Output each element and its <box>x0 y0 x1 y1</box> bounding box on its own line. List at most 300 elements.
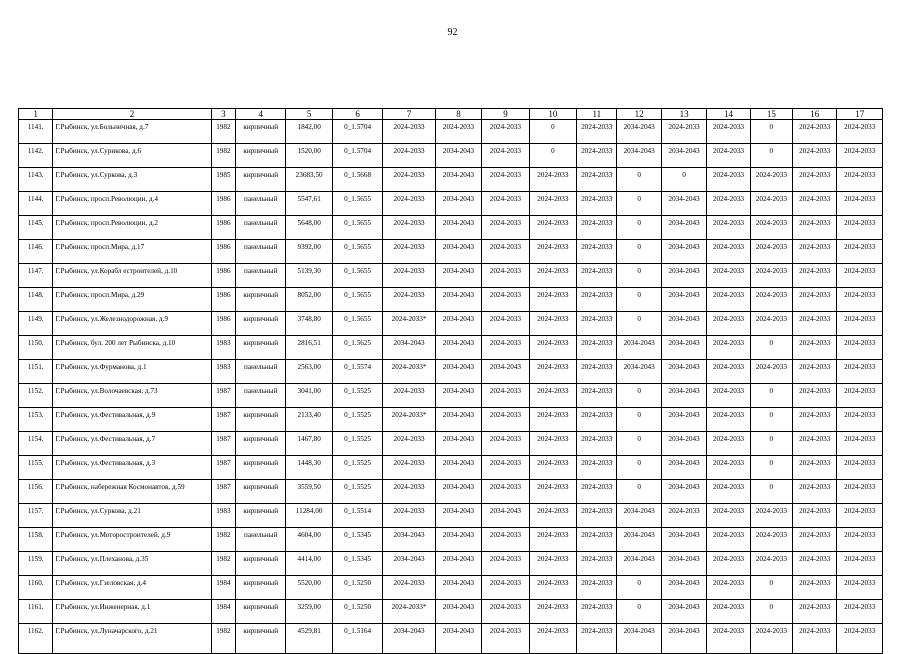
table-cell: 2024-2033 <box>577 408 617 432</box>
table-cell: кирпичный <box>235 336 285 360</box>
table-cell: 2024-2033 <box>793 336 837 360</box>
table-cell: 2024-2033 <box>837 624 883 654</box>
table-cell: 2024-2033 <box>577 312 617 336</box>
table-cell: панельный <box>235 264 285 288</box>
address-cell: Г.Рыбинск, бул. 200 лет Рыбинска, д.10 <box>53 336 211 360</box>
table-cell: 2024-2033 <box>482 432 529 456</box>
table-cell: 2034-2043 <box>383 552 435 576</box>
table-cell: 0_1.5525 <box>332 456 382 480</box>
table-cell: 2024-2033 <box>661 504 706 528</box>
table-cell: 1983 <box>211 360 235 384</box>
table-cell: 1986 <box>211 192 235 216</box>
table-cell: 2024-2033 <box>482 408 529 432</box>
address-cell: Г.Рыбинск, ул.Фурманова, д.1 <box>53 360 211 384</box>
table-cell: 2024-2033 <box>482 528 529 552</box>
table-cell: 2024-2033 <box>482 312 529 336</box>
table-row <box>19 120 883 144</box>
table-cell: 0 <box>617 408 661 432</box>
address-cell: Г.Рыбинск, ул.Сурикова, д.6 <box>53 144 211 168</box>
address-cell: Г.Рыбинск, ул.Фестивальная, д.9 <box>53 408 211 432</box>
table-row <box>19 504 883 528</box>
table-row <box>19 480 883 504</box>
table-cell: 2024-2033 <box>383 432 435 456</box>
table-cell: 0 <box>617 600 661 624</box>
table-row <box>19 240 883 264</box>
table-cell: 2024-2033 <box>793 240 837 264</box>
address-cell: Г.Рыбинск, ул.Плеханова, д.35 <box>53 552 211 576</box>
table-cell: 2024-2033 <box>577 144 617 168</box>
table-cell: 2024-2033 <box>383 144 435 168</box>
table-cell: 2034-2043 <box>435 384 481 408</box>
table-cell: 2024-2033 <box>577 432 617 456</box>
table-cell: 2024-2033* <box>383 312 435 336</box>
table-cell: 2034-2043 <box>482 360 529 384</box>
table-cell: 2024-2033 <box>707 552 750 576</box>
table-cell: 2024-2033 <box>529 552 576 576</box>
table-cell: 2024-2033 <box>707 312 750 336</box>
table-cell: 0_1.5164 <box>332 624 382 654</box>
row-number-cell: 1154. <box>19 432 53 456</box>
row-number-cell: 1150. <box>19 336 53 360</box>
row-number-cell: 1141. <box>19 120 53 144</box>
table-cell: 2024-2033 <box>793 552 837 576</box>
row-number-cell: 1143. <box>19 168 53 192</box>
table-cell: 0 <box>750 144 792 168</box>
table-cell: 2024-2033 <box>482 216 529 240</box>
table-header-row <box>19 109 883 120</box>
table-cell: 2024-2033 <box>529 384 576 408</box>
table-cell: 2034-2043 <box>482 504 529 528</box>
table-cell: 2024-2033 <box>750 264 792 288</box>
table-cell: 2024-2033 <box>837 288 883 312</box>
table-row <box>19 576 883 600</box>
table-cell: кирпичный <box>235 600 285 624</box>
table-cell: 2024-2033 <box>707 120 750 144</box>
table-cell: 2034-2043 <box>617 120 661 144</box>
table-cell: 2034-2043 <box>383 336 435 360</box>
table-cell: 2024-2033 <box>793 264 837 288</box>
table-cell: 2024-2033 <box>750 312 792 336</box>
column-header-13: 13 <box>661 109 706 120</box>
table-cell: 2024-2033 <box>529 408 576 432</box>
table-cell: 0 <box>617 384 661 408</box>
table-cell: кирпичный <box>235 288 285 312</box>
table-cell: кирпичный <box>235 480 285 504</box>
table-cell: 2024-2033 <box>707 264 750 288</box>
table-cell: 2024-2033 <box>750 168 792 192</box>
table-cell: 2024-2033 <box>837 216 883 240</box>
table-cell: 2024-2033 <box>750 216 792 240</box>
column-header-12: 12 <box>617 109 661 120</box>
table-cell: 2024-2033 <box>707 504 750 528</box>
row-number-cell: 1142. <box>19 144 53 168</box>
table-cell: 2024-2033 <box>529 504 576 528</box>
table-cell: 2024-2033 <box>707 216 750 240</box>
table-cell: 4414,00 <box>286 552 332 576</box>
table-row <box>19 168 883 192</box>
table-cell: 2024-2033 <box>793 168 837 192</box>
table-cell: 0 <box>750 576 792 600</box>
table-cell: 2034-2043 <box>435 360 481 384</box>
table-cell: 2034-2043 <box>661 480 706 504</box>
table-cell: 0 <box>617 264 661 288</box>
table-cell: 2034-2043 <box>661 144 706 168</box>
table-cell: 1467,80 <box>286 432 332 456</box>
table-cell: 4604,00 <box>286 528 332 552</box>
table-cell: 2034-2043 <box>661 264 706 288</box>
table-cell: 2024-2033 <box>750 624 792 654</box>
table-cell: 2024-2033 <box>837 144 883 168</box>
table-cell: 2024-2033 <box>577 216 617 240</box>
table-cell: 3559,50 <box>286 480 332 504</box>
table-cell: 2024-2033 <box>529 576 576 600</box>
table-cell: 2024-2033 <box>529 360 576 384</box>
address-cell: Г.Рыбинск, ул.Больничная, д.7 <box>53 120 211 144</box>
table-cell: 2024-2033 <box>793 288 837 312</box>
table-cell: 2034-2043 <box>617 624 661 654</box>
table-row <box>19 408 883 432</box>
table-cell: 2034-2043 <box>435 240 481 264</box>
table-cell: 2024-2033 <box>837 456 883 480</box>
row-number-cell: 1153. <box>19 408 53 432</box>
table-cell: 2024-2033 <box>750 528 792 552</box>
table-cell: 2024-2033 <box>707 336 750 360</box>
address-cell: Г.Рыбинск, просп.Революции, д.2 <box>53 216 211 240</box>
table-cell: 5520,00 <box>286 576 332 600</box>
address-cell: Г.Рыбинск, ул.Корабл естроителей, д.10 <box>53 264 211 288</box>
table-cell: 0 <box>617 432 661 456</box>
table-cell: 1986 <box>211 240 235 264</box>
table-cell: 5648,00 <box>286 216 332 240</box>
column-header-8: 8 <box>435 109 481 120</box>
table-row <box>19 552 883 576</box>
table-cell: 2024-2033 <box>383 480 435 504</box>
table-cell: 2024-2033* <box>383 600 435 624</box>
table-cell: 2024-2033 <box>707 480 750 504</box>
table-cell: 0 <box>617 456 661 480</box>
table-cell: 2034-2043 <box>435 600 481 624</box>
table-cell: 2024-2033 <box>837 600 883 624</box>
table-cell: 2034-2043 <box>661 600 706 624</box>
table-cell: 2024-2033 <box>577 168 617 192</box>
address-cell: Г.Рыбинск, просп.Революции, д.4 <box>53 192 211 216</box>
table-row <box>19 336 883 360</box>
table-cell: 2024-2033 <box>529 432 576 456</box>
table-cell: 23683,50 <box>286 168 332 192</box>
table-cell: 2024-2033 <box>707 624 750 654</box>
table-cell: 2034-2043 <box>435 312 481 336</box>
table-cell: 2024-2033 <box>837 384 883 408</box>
table-cell: 2024-2033 <box>793 192 837 216</box>
table-cell: панельный <box>235 216 285 240</box>
page-number: 92 <box>447 27 458 38</box>
table-cell: 2034-2043 <box>435 480 481 504</box>
table-cell: 2034-2043 <box>435 408 481 432</box>
table-cell: 2024-2033 <box>750 360 792 384</box>
table-cell: 0_1.5668 <box>332 168 382 192</box>
row-number-cell: 1155. <box>19 456 53 480</box>
table-cell: 2034-2043 <box>661 552 706 576</box>
table-cell: 0 <box>750 336 792 360</box>
table-cell: 2024-2033 <box>577 576 617 600</box>
table-cell: 2024-2033 <box>793 384 837 408</box>
table-cell: 2024-2033 <box>482 120 529 144</box>
table-cell: 0_1.5525 <box>332 408 382 432</box>
table-cell: 2024-2033 <box>383 120 435 144</box>
table-cell: 2024-2033 <box>750 504 792 528</box>
table-cell: 2034-2043 <box>661 240 706 264</box>
table-cell: кирпичный <box>235 504 285 528</box>
table-cell: 2024-2033 <box>482 144 529 168</box>
table-cell: 2024-2033 <box>793 504 837 528</box>
table-cell: 5139,30 <box>286 264 332 288</box>
table-cell: 2024-2033 <box>837 264 883 288</box>
table-cell: панельный <box>235 528 285 552</box>
table-cell: 2024-2033 <box>577 192 617 216</box>
row-number-cell: 1156. <box>19 480 53 504</box>
column-header-6: 6 <box>332 109 382 120</box>
table-cell: 2024-2033 <box>577 528 617 552</box>
table-cell: 2024-2033 <box>482 240 529 264</box>
row-number-cell: 1159. <box>19 552 53 576</box>
address-cell: Г.Рыбинск, набережная Космонавтов, д.59 <box>53 480 211 504</box>
table-cell: 2024-2033 <box>383 192 435 216</box>
table-cell: 0 <box>617 576 661 600</box>
table-cell: 2024-2033 <box>750 192 792 216</box>
table-cell: 2034-2043 <box>435 576 481 600</box>
table-cell: 2133,40 <box>286 408 332 432</box>
table-cell: 2024-2033 <box>793 144 837 168</box>
table-cell: 1982 <box>211 120 235 144</box>
address-cell: Г.Рыбинск, ул.Фестивальная, д.7 <box>53 432 211 456</box>
table-cell: 1448,30 <box>286 456 332 480</box>
row-number-cell: 1146. <box>19 240 53 264</box>
column-header-9: 9 <box>482 109 529 120</box>
table-cell: 2024-2033 <box>529 480 576 504</box>
table-cell: 2024-2033 <box>482 384 529 408</box>
table-cell: 2034-2043 <box>617 360 661 384</box>
table-cell: 2024-2033 <box>837 360 883 384</box>
table-cell: 2034-2043 <box>661 576 706 600</box>
table-cell: 2024-2033 <box>577 264 617 288</box>
table-cell: 2024-2033 <box>577 120 617 144</box>
table-cell: 2024-2033 <box>707 528 750 552</box>
table-cell: 2034-2043 <box>435 432 481 456</box>
table-cell: 1984 <box>211 600 235 624</box>
table-cell: 0_1.5655 <box>332 312 382 336</box>
table-cell: 2024-2033 <box>529 168 576 192</box>
table-cell: 0_1.5704 <box>332 144 382 168</box>
column-header-16: 16 <box>793 109 837 120</box>
table-cell: 2034-2043 <box>383 528 435 552</box>
table-cell: 1842,00 <box>286 120 332 144</box>
table-cell: 2024-2033 <box>837 336 883 360</box>
table-cell: 0_1.5655 <box>332 240 382 264</box>
row-number-cell: 1145. <box>19 216 53 240</box>
address-cell: Г.Рыбинск, ул.Суркова, д.3 <box>53 168 211 192</box>
table-row <box>19 264 883 288</box>
table-cell: 1986 <box>211 216 235 240</box>
address-cell: Г.Рыбинск, ул.Моторостроителей, д.9 <box>53 528 211 552</box>
table-cell: 2024-2033 <box>707 192 750 216</box>
table-cell: кирпичный <box>235 144 285 168</box>
table-cell: 2024-2033 <box>577 384 617 408</box>
table-cell: 2024-2033 <box>577 504 617 528</box>
table-cell: 4529,81 <box>286 624 332 654</box>
table-cell: 0 <box>529 120 576 144</box>
table-cell: 0 <box>617 288 661 312</box>
table-cell: 3748,80 <box>286 312 332 336</box>
table-cell: панельный <box>235 384 285 408</box>
table-cell: 2024-2033 <box>793 120 837 144</box>
table-cell: 9392,00 <box>286 240 332 264</box>
table-cell: 2024-2033 <box>529 600 576 624</box>
table-cell: 2024-2033 <box>707 432 750 456</box>
table-cell: 1986 <box>211 288 235 312</box>
row-number-cell: 1147. <box>19 264 53 288</box>
table-cell: 2024-2033 <box>837 408 883 432</box>
table-cell: 2034-2043 <box>617 336 661 360</box>
table-cell: 2024-2033 <box>793 432 837 456</box>
table-cell: 2034-2043 <box>435 552 481 576</box>
table-cell: 2024-2033 <box>383 456 435 480</box>
table-cell: 2034-2043 <box>435 336 481 360</box>
table-cell: 2024-2033 <box>529 336 576 360</box>
table-cell: панельный <box>235 240 285 264</box>
table-cell: 0 <box>750 480 792 504</box>
table-cell: 2024-2033 <box>577 480 617 504</box>
table-row <box>19 432 883 456</box>
table-row <box>19 600 883 624</box>
table-cell: 0_1.5655 <box>332 216 382 240</box>
address-cell: Г.Рыбинск, ул.Волочаевская, д.73 <box>53 384 211 408</box>
table-cell: 1987 <box>211 480 235 504</box>
table-cell: 0 <box>750 120 792 144</box>
table-cell: 3041,00 <box>286 384 332 408</box>
row-number-cell: 1161. <box>19 600 53 624</box>
table-cell: 2024-2033 <box>529 240 576 264</box>
table-cell: 0_1.5525 <box>332 480 382 504</box>
row-number-cell: 1158. <box>19 528 53 552</box>
table-cell: 2024-2033* <box>383 360 435 384</box>
table-cell: 0 <box>617 168 661 192</box>
table-cell: 2024-2033 <box>383 576 435 600</box>
table-cell: 1984 <box>211 576 235 600</box>
table-cell: 2034-2043 <box>435 528 481 552</box>
table-cell: панельный <box>235 192 285 216</box>
table-cell: 0 <box>750 456 792 480</box>
table-cell: 0_1.5655 <box>332 264 382 288</box>
column-header-2: 2 <box>53 109 211 120</box>
table-cell: 2034-2043 <box>661 192 706 216</box>
table-cell: 2024-2033 <box>707 144 750 168</box>
housing-repair-table <box>18 108 883 654</box>
table-cell: 0_1.5525 <box>332 432 382 456</box>
table-cell: 2024-2033 <box>482 264 529 288</box>
table-cell: 0 <box>617 312 661 336</box>
row-number-cell: 1157. <box>19 504 53 528</box>
table-cell: 1983 <box>211 336 235 360</box>
address-cell: Г.Рыбинск, ул.Суркова, д.21 <box>53 504 211 528</box>
column-header-4: 4 <box>235 109 285 120</box>
table-cell: 0_1.5574 <box>332 360 382 384</box>
table-cell: 2024-2033 <box>482 456 529 480</box>
table-cell: 2024-2033 <box>577 360 617 384</box>
table-cell: 2034-2043 <box>661 288 706 312</box>
table-cell: 2024-2033 <box>577 456 617 480</box>
address-cell: Г.Рыбинск, просп.Мира, д.29 <box>53 288 211 312</box>
table-cell: 1986 <box>211 264 235 288</box>
table-cell: 0 <box>750 384 792 408</box>
table-cell: кирпичный <box>235 312 285 336</box>
table-cell: 0_1.5345 <box>332 528 382 552</box>
row-number-cell: 1144. <box>19 192 53 216</box>
table-cell: 2563,00 <box>286 360 332 384</box>
table-cell: 2024-2033 <box>793 624 837 654</box>
table-cell: 2034-2043 <box>661 456 706 480</box>
address-cell: Г.Рыбинск, ул.Фестивальная, д.3 <box>53 456 211 480</box>
row-number-cell: 1148. <box>19 288 53 312</box>
table-cell: 2024-2033 <box>793 528 837 552</box>
table-cell: 2816,51 <box>286 336 332 360</box>
table-cell: 11284,00 <box>286 504 332 528</box>
table-cell: 2034-2043 <box>661 384 706 408</box>
table-cell: 2024-2033 <box>482 480 529 504</box>
table-cell: 1982 <box>211 624 235 654</box>
table-cell: 2034-2043 <box>617 144 661 168</box>
table-cell: 2024-2033 <box>482 624 529 654</box>
table-cell: кирпичный <box>235 552 285 576</box>
table-cell: 2024-2033 <box>383 384 435 408</box>
table-cell: 0 <box>617 192 661 216</box>
table-cell: 2034-2043 <box>435 168 481 192</box>
table-cell: 0 <box>617 480 661 504</box>
table-cell: 2024-2033 <box>482 552 529 576</box>
table-cell: 2024-2033 <box>793 480 837 504</box>
table-cell: 2024-2033 <box>837 168 883 192</box>
table-cell: 1987 <box>211 384 235 408</box>
table-cell: 1982 <box>211 552 235 576</box>
table-cell: 2024-2033 <box>750 288 792 312</box>
column-header-14: 14 <box>707 109 750 120</box>
table-cell: 2024-2033 <box>793 216 837 240</box>
table-cell: 2024-2033 <box>837 576 883 600</box>
table-cell: 1985 <box>211 168 235 192</box>
table-cell: 8052,00 <box>286 288 332 312</box>
table-cell: 0 <box>617 240 661 264</box>
table-cell: 2024-2033 <box>529 192 576 216</box>
table-cell: 1520,00 <box>286 144 332 168</box>
column-header-17: 17 <box>837 109 883 120</box>
table-cell: 2024-2033 <box>837 552 883 576</box>
table-cell: 2034-2043 <box>661 432 706 456</box>
table-cell: 2024-2033 <box>707 600 750 624</box>
table-row <box>19 456 883 480</box>
table-cell: 2024-2033 <box>482 168 529 192</box>
table-cell: 1982 <box>211 528 235 552</box>
table-cell: 2034-2043 <box>435 192 481 216</box>
table-cell: 2024-2033 <box>383 288 435 312</box>
table-cell: 2024-2033 <box>837 192 883 216</box>
table-cell: 2024-2033 <box>435 120 481 144</box>
table-cell: 2024-2033 <box>482 192 529 216</box>
row-number-cell: 1162. <box>19 624 53 654</box>
table-cell: 2024-2033 <box>529 456 576 480</box>
table-cell: 2024-2033 <box>837 240 883 264</box>
table-cell: 2024-2033 <box>529 312 576 336</box>
table-cell: 2034-2043 <box>435 144 481 168</box>
table-cell: 2024-2033 <box>707 384 750 408</box>
